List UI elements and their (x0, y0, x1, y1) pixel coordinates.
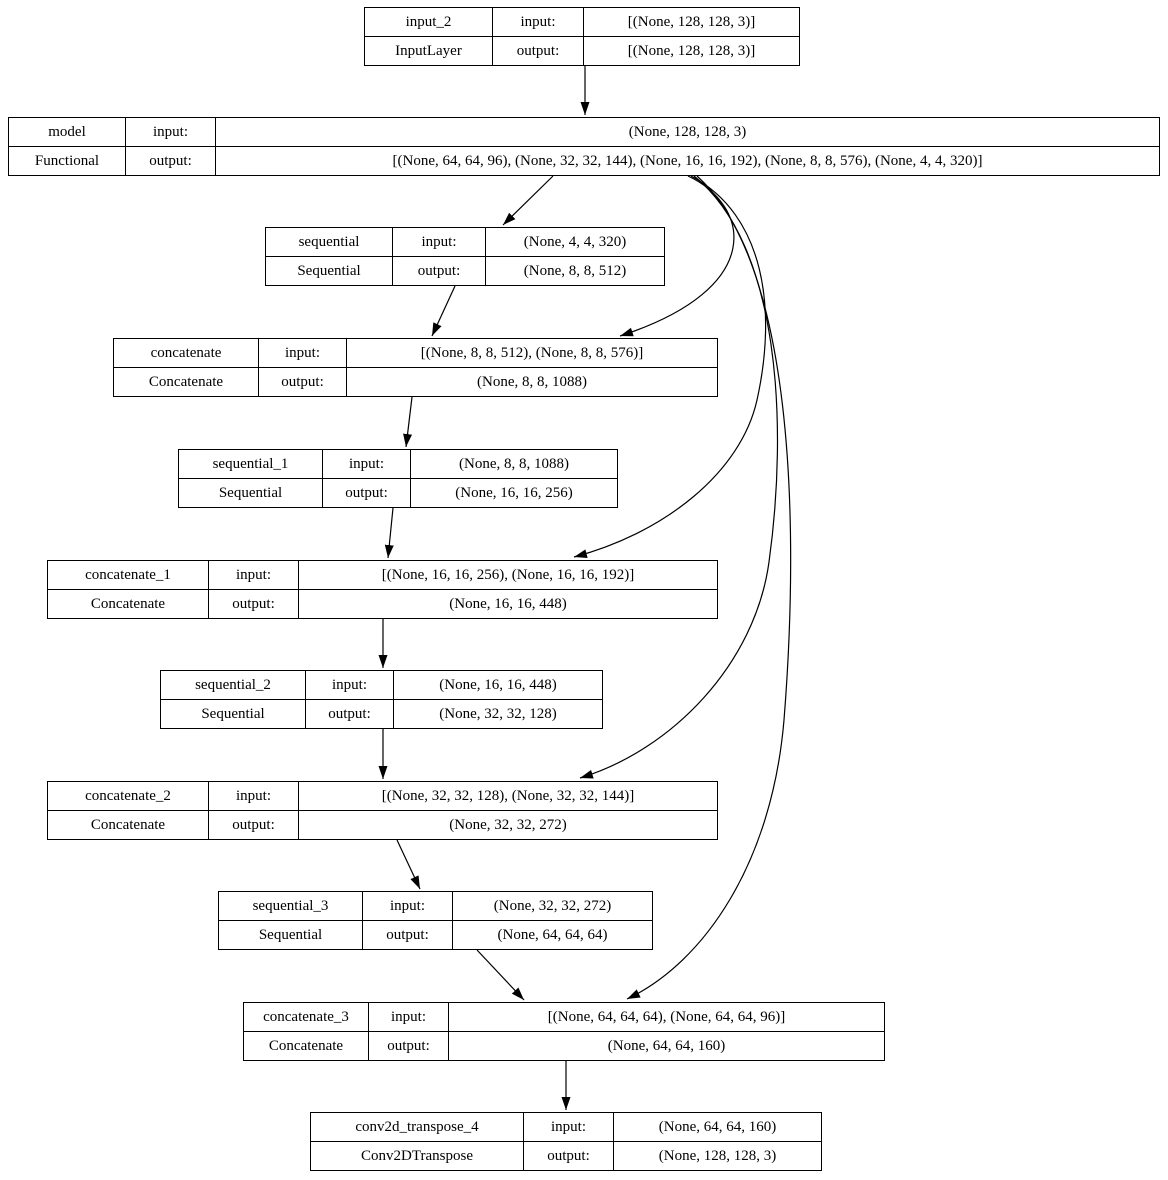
node-input_2 (364, 7, 800, 66)
node-sequential (265, 227, 665, 286)
layer-name: input_2 (365, 8, 493, 37)
layer-name: conv2d_transpose_4 (311, 1113, 524, 1142)
layer-type: Sequential (266, 257, 393, 286)
input-label: input: (369, 1003, 449, 1032)
input-shape: [(None, 16, 16, 256), (None, 16, 16, 192)] (299, 561, 718, 590)
node-concatenate_1 (47, 560, 718, 619)
input-label: input: (323, 450, 411, 479)
layer-name: sequential_2 (161, 671, 306, 700)
input-label: input: (306, 671, 394, 700)
edge-concatenate_2-to-sequential_3 (397, 840, 420, 889)
edge-sequential-to-concatenate (432, 286, 455, 336)
input-shape: (None, 4, 4, 320) (486, 228, 665, 257)
layer-type: Conv2DTranspose (311, 1142, 524, 1171)
layer-type: Sequential (161, 700, 306, 729)
layer-name: concatenate_2 (48, 782, 209, 811)
input-label: input: (363, 892, 453, 921)
layer-type: Concatenate (48, 590, 209, 619)
input-shape: (None, 64, 64, 160) (614, 1113, 822, 1142)
output-shape: (None, 32, 32, 128) (394, 700, 603, 729)
layer-type: Sequential (179, 479, 323, 508)
input-label: input: (126, 118, 216, 147)
layer-name: concatenate_3 (244, 1003, 369, 1032)
output-label: output: (393, 257, 486, 286)
layer-name: concatenate (114, 339, 259, 368)
layer-type: InputLayer (365, 37, 493, 66)
node-concatenate_2 (47, 781, 718, 840)
layer-type: Concatenate (244, 1032, 369, 1061)
layer-name: sequential (266, 228, 393, 257)
layer-name: sequential_1 (179, 450, 323, 479)
output-label: output: (369, 1032, 449, 1061)
output-label: output: (209, 590, 299, 619)
node-concatenate (113, 338, 718, 397)
output-label: output: (323, 479, 411, 508)
node-sequential_3 (218, 891, 653, 950)
output-label: output: (524, 1142, 614, 1171)
edge-sequential_3-to-concatenate_3 (477, 950, 524, 1000)
output-shape: [(None, 64, 64, 96), (None, 32, 32, 144), (None, 16, 16, 192), (None, 8, 8, 576), (None, 4, 4, 320)] (216, 147, 1160, 176)
output-label: output: (259, 368, 347, 397)
layer-type: Sequential (219, 921, 363, 950)
node-concatenate_3 (243, 1002, 885, 1061)
edge-sequential_1-to-concatenate_1 (388, 508, 393, 558)
output-shape: (None, 16, 16, 448) (299, 590, 718, 619)
input-label: input: (524, 1113, 614, 1142)
layer-name: model (9, 118, 126, 147)
node-sequential_2 (160, 670, 603, 729)
layer-type: Concatenate (114, 368, 259, 397)
input-shape: (None, 32, 32, 272) (453, 892, 653, 921)
layer-type: Functional (9, 147, 126, 176)
input-shape: (None, 8, 8, 1088) (411, 450, 618, 479)
edge-concatenate-to-sequential_1 (406, 397, 412, 447)
input-label: input: (493, 8, 584, 37)
input-label: input: (259, 339, 347, 368)
input-shape: [(None, 128, 128, 3)] (584, 8, 800, 37)
output-shape: (None, 64, 64, 64) (453, 921, 653, 950)
output-shape: (None, 16, 16, 256) (411, 479, 618, 508)
output-shape: (None, 64, 64, 160) (449, 1032, 885, 1061)
output-label: output: (493, 37, 584, 66)
output-shape: (None, 8, 8, 1088) (347, 368, 718, 397)
layer-type: Concatenate (48, 811, 209, 840)
node-model (8, 117, 1160, 176)
input-shape: (None, 16, 16, 448) (394, 671, 603, 700)
layer-name: sequential_3 (219, 892, 363, 921)
input-label: input: (209, 561, 299, 590)
output-label: output: (363, 921, 453, 950)
output-label: output: (126, 147, 216, 176)
input-shape: [(None, 32, 32, 128), (None, 32, 32, 144)] (299, 782, 718, 811)
node-sequential_1 (178, 449, 618, 508)
layer-name: concatenate_1 (48, 561, 209, 590)
output-shape: (None, 32, 32, 272) (299, 811, 718, 840)
output-shape: (None, 128, 128, 3) (614, 1142, 822, 1171)
output-label: output: (209, 811, 299, 840)
input-shape: [(None, 8, 8, 512), (None, 8, 8, 576)] (347, 339, 718, 368)
edge-model-to-sequential (503, 176, 553, 225)
input-shape: (None, 128, 128, 3) (216, 118, 1160, 147)
input-label: input: (393, 228, 486, 257)
output-shape: [(None, 128, 128, 3)] (584, 37, 800, 66)
output-label: output: (306, 700, 394, 729)
node-conv2d_transpose_4 (310, 1112, 822, 1171)
input-shape: [(None, 64, 64, 64), (None, 64, 64, 96)] (449, 1003, 885, 1032)
input-label: input: (209, 782, 299, 811)
output-shape: (None, 8, 8, 512) (486, 257, 665, 286)
